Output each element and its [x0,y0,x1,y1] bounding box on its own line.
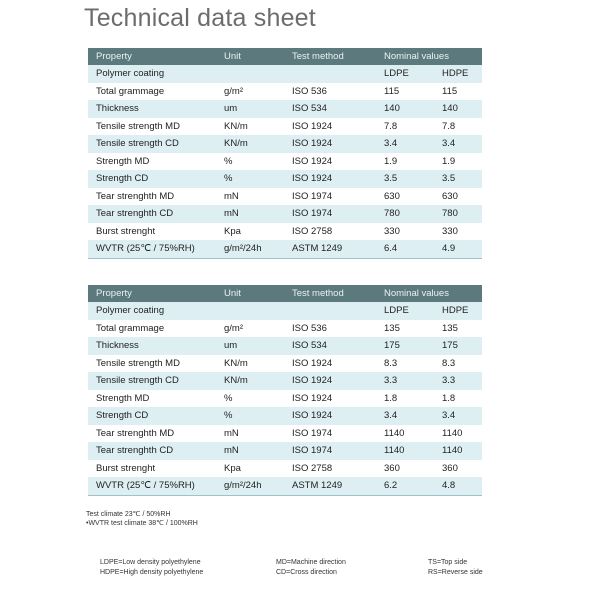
table-row [88,83,482,101]
cell-test-method: ISO 1974 [284,188,376,206]
table-row [88,390,482,408]
cell-property: Polymer coating [88,65,216,83]
cell-property: Tensile strength MD [88,355,216,373]
legend-hdpe: HDPE=High density polyethylene [100,568,204,576]
note-wvtr-climate: •WVTR test climate 38℃ / 100%RH [86,520,198,527]
cell-unit [216,65,284,83]
cell-unit: g/m²/24h [216,477,284,495]
table-row [88,425,482,443]
cell-property: Tensile strength CD [88,135,216,153]
table-header-row [88,285,482,302]
legend-md: MD=Machine direction [276,559,346,566]
cell-property: Tensile strength CD [88,372,216,390]
legend-side [428,558,483,577]
table-row [88,188,482,206]
cell-property: Strength CD [88,407,216,425]
table-row [88,477,482,495]
table-row [88,355,482,373]
cell-test-method: ISO 1974 [284,425,376,443]
cell-test-method: ISO 1924 [284,170,376,188]
cell-unit: KN/m [216,118,284,136]
header-property: Property [88,285,216,302]
cell-ldpe-value: 1140 [376,425,434,443]
cell-test-method: ISO 1924 [284,118,376,136]
legend-ldpe: LDPE=Low density polyethylene [100,559,201,566]
cell-ldpe-value: 3.5 [376,170,434,188]
cell-unit: % [216,407,284,425]
table-row [88,135,482,153]
cell-ldpe-value: 3.4 [376,135,434,153]
cell-unit: mN [216,205,284,223]
data-table-2 [88,285,482,496]
cell-hdpe-value: HDPE [434,302,482,320]
cell-hdpe-value: 1.8 [434,390,482,408]
cell-hdpe-value: 630 [434,188,482,206]
cell-unit: g/m²/24h [216,240,284,258]
cell-property: Strength MD [88,390,216,408]
cell-test-method: ISO 1924 [284,135,376,153]
table-row [88,153,482,171]
legend-ts: TS=Top side [428,559,468,566]
cell-unit: mN [216,188,284,206]
cell-test-method: ASTM 1249 [284,240,376,258]
header-test-method: Test method [284,48,376,65]
cell-ldpe-value: 115 [376,83,434,101]
cell-property: Tear strenghth CD [88,442,216,460]
cell-ldpe-value: 1.9 [376,153,434,171]
cell-ldpe-value: LDPE [376,302,434,320]
table-row [88,372,482,390]
cell-property: Total grammage [88,83,216,101]
table-header-row [88,48,482,65]
table-row [88,442,482,460]
table-row [88,460,482,478]
cell-hdpe-value: 7.8 [434,118,482,136]
legend-polyethylene [100,558,203,577]
cell-unit: um [216,337,284,355]
cell-unit [216,302,284,320]
test-conditions-notes [86,510,198,528]
cell-unit: g/m² [216,320,284,338]
cell-ldpe-value: 175 [376,337,434,355]
cell-unit: Kpa [216,223,284,241]
cell-ldpe-value: 7.8 [376,118,434,136]
table-row [88,320,482,338]
table-row [88,407,482,425]
cell-hdpe-value: 4.8 [434,477,482,495]
cell-ldpe-value: 6.2 [376,477,434,495]
table-row [88,205,482,223]
cell-hdpe-value: 4.9 [434,240,482,258]
cell-unit: % [216,170,284,188]
header-nominal-values: Nominal values [376,285,482,302]
cell-ldpe-value: 780 [376,205,434,223]
cell-hdpe-value: 3.5 [434,170,482,188]
cell-unit: Kpa [216,460,284,478]
cell-hdpe-value: 1140 [434,442,482,460]
cell-property: WVTR (25℃ / 75%RH) [88,477,216,495]
cell-property: Burst strenght [88,223,216,241]
cell-test-method: ISO 534 [284,100,376,118]
cell-unit: KN/m [216,372,284,390]
cell-ldpe-value: 630 [376,188,434,206]
legend-cd: CD=Cross direction [276,568,337,576]
cell-test-method: ISO 534 [284,337,376,355]
note-test-climate: Test climate 23℃ / 50%RH [86,511,171,518]
cell-unit: KN/m [216,355,284,373]
data-table-1 [88,48,482,259]
cell-property: Thickness [88,337,216,355]
cell-unit: % [216,390,284,408]
cell-unit: KN/m [216,135,284,153]
cell-ldpe-value: 8.3 [376,355,434,373]
cell-property: Total grammage [88,320,216,338]
cell-hdpe-value: 8.3 [434,355,482,373]
header-property: Property [88,48,216,65]
cell-hdpe-value: 780 [434,205,482,223]
table-row [88,223,482,241]
table-row [88,240,482,258]
cell-ldpe-value: 3.3 [376,372,434,390]
cell-test-method: ISO 1924 [284,355,376,373]
cell-test-method: ISO 2758 [284,223,376,241]
cell-ldpe-value: 1.8 [376,390,434,408]
cell-property: Tensile strength MD [88,118,216,136]
cell-ldpe-value: 135 [376,320,434,338]
cell-property: Strength CD [88,170,216,188]
cell-unit: mN [216,425,284,443]
cell-ldpe-value: 140 [376,100,434,118]
cell-hdpe-value: 140 [434,100,482,118]
cell-test-method [284,302,376,320]
cell-hdpe-value: 3.4 [434,407,482,425]
cell-ldpe-value: 3.4 [376,407,434,425]
legend-rs: RS=Reverse side [428,568,483,576]
cell-ldpe-value: 330 [376,223,434,241]
cell-property: Polymer coating [88,302,216,320]
table-row [88,118,482,136]
cell-hdpe-value: 3.4 [434,135,482,153]
cell-hdpe-value: 135 [434,320,482,338]
cell-hdpe-value: 330 [434,223,482,241]
cell-unit: mN [216,442,284,460]
cell-unit: g/m² [216,83,284,101]
table-row [88,100,482,118]
cell-test-method: ASTM 1249 [284,477,376,495]
cell-hdpe-value: 175 [434,337,482,355]
page-title: Technical data sheet [84,4,316,32]
cell-property: Thickness [88,100,216,118]
cell-test-method: ISO 1924 [284,372,376,390]
cell-property: Tear strenghth CD [88,205,216,223]
cell-hdpe-value: 1.9 [434,153,482,171]
cell-test-method: ISO 1924 [284,407,376,425]
cell-test-method: ISO 536 [284,320,376,338]
cell-hdpe-value: 1140 [434,425,482,443]
cell-test-method: ISO 1974 [284,442,376,460]
cell-hdpe-value: HDPE [434,65,482,83]
cell-hdpe-value: 115 [434,83,482,101]
cell-property: Burst strenght [88,460,216,478]
cell-unit: % [216,153,284,171]
cell-hdpe-value: 3.3 [434,372,482,390]
header-test-method: Test method [284,285,376,302]
cell-ldpe-value: 360 [376,460,434,478]
cell-test-method: ISO 536 [284,83,376,101]
table-row [88,337,482,355]
cell-test-method [284,65,376,83]
header-unit: Unit [216,48,284,65]
cell-unit: um [216,100,284,118]
legend-direction [276,558,346,577]
cell-ldpe-value: 6.4 [376,240,434,258]
header-unit: Unit [216,285,284,302]
cell-hdpe-value: 360 [434,460,482,478]
cell-property: Tear strenghth MD [88,188,216,206]
table-row [88,302,482,320]
cell-property: Tear strenghth MD [88,425,216,443]
cell-test-method: ISO 1924 [284,153,376,171]
header-nominal-values: Nominal values [376,48,482,65]
cell-test-method: ISO 1974 [284,205,376,223]
cell-test-method: ISO 2758 [284,460,376,478]
cell-property: Strength MD [88,153,216,171]
cell-ldpe-value: 1140 [376,442,434,460]
table-row [88,65,482,83]
cell-property: WVTR (25℃ / 75%RH) [88,240,216,258]
cell-test-method: ISO 1924 [284,390,376,408]
table-row [88,170,482,188]
cell-ldpe-value: LDPE [376,65,434,83]
